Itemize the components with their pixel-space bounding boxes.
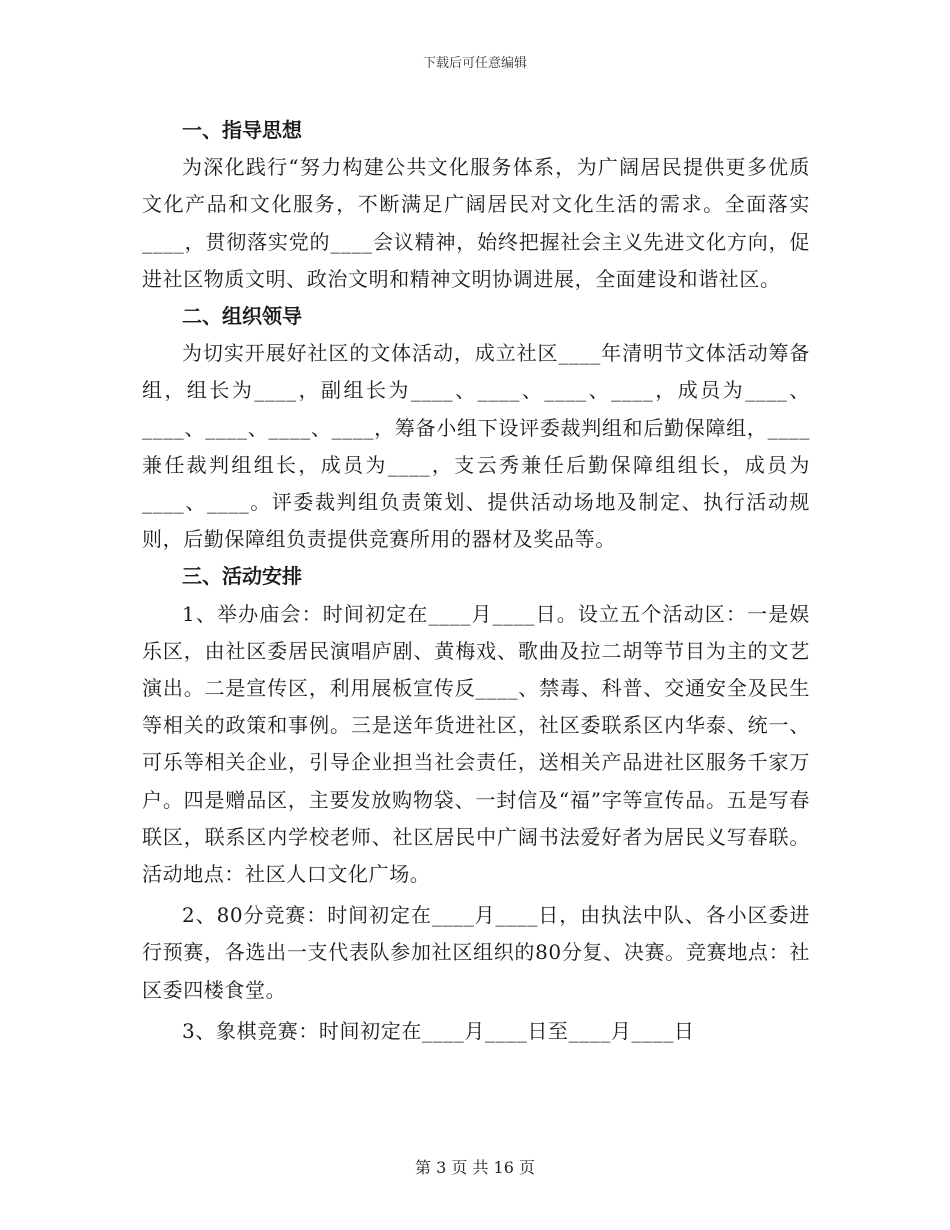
section-heading-guiding-ideology: 一、指导思想 <box>182 118 302 142</box>
document-body <box>142 112 810 1050</box>
paragraph-card-contest: 2、80分竞赛：时间初定在____月____日，由执法中队、各小区委进行预赛，各选出一支代表队参加社区组织的80分复、决赛。竞赛地点：社区委四楼食堂。 <box>142 903 810 1002</box>
section-heading-organization: 二、组织领导 <box>182 304 302 329</box>
page-footer: 第 3 页 共 16 页 <box>415 1158 535 1177</box>
paragraph-organization: 为切实开展好社区的文体活动，成立社区____年清明节文体活动筹备组，组长为____，副组长为____、____、____、____，成员为____、____、____、____、____，筹备小组下设评委裁判组和后勤保障组，____兼任裁判组组长，成员为____，支云秀兼任后勤保障组组长，成员为____、____。评委裁判组负责策划、提供活动场地及制定、执行活动规则，后勤保障组负责提供竞赛所用的器材及奖品等。 <box>142 341 810 552</box>
page-header: 下载后可任意编辑 <box>422 56 527 71</box>
section-heading-activities: 三、活动安排 <box>182 564 302 589</box>
paragraph-guiding-ideology: 为深化践行“努力构建公共文化服务体系，为广阔居民提供更多优质文化产品和文化服务，不断满足广阔居民对文化生活的需求。全面落实____，贯彻落实党的____会议精神，始终把握社会主义先进文化方向，促进社区物质文明、政治文明和精神文明协调进展，全面建设和谐社区。 <box>142 155 810 291</box>
paragraph-chess-contest: 3、象棋竞赛：时间初定在____月____日至____月____日 <box>182 1018 695 1043</box>
paragraph-temple-fair: 1、举办庙会：时间初定在____月____日。设立五个活动区：一是娱乐区，由社区委居民演唱庐剧、黄梅戏、歌曲及拉二胡等节目为主的文艺演出。二是宣传区，利用展板宣传反____、禁毒、科普、交通安全及民生等相关的政策和事例。三是送年货进社区，社区委联系区内华泰、统一、可乐等相关企业，引导企业担当社会责任，送相关产品进社区服务千家万户。四是赠品区，主要发放购物袋、一封信及“福”字等宣传品。五是写春联区，联系区内学校老师、社区居民中广阔书法爱好者为居民义写春联。活动地点：社区人口文化广场。 <box>142 601 810 887</box>
